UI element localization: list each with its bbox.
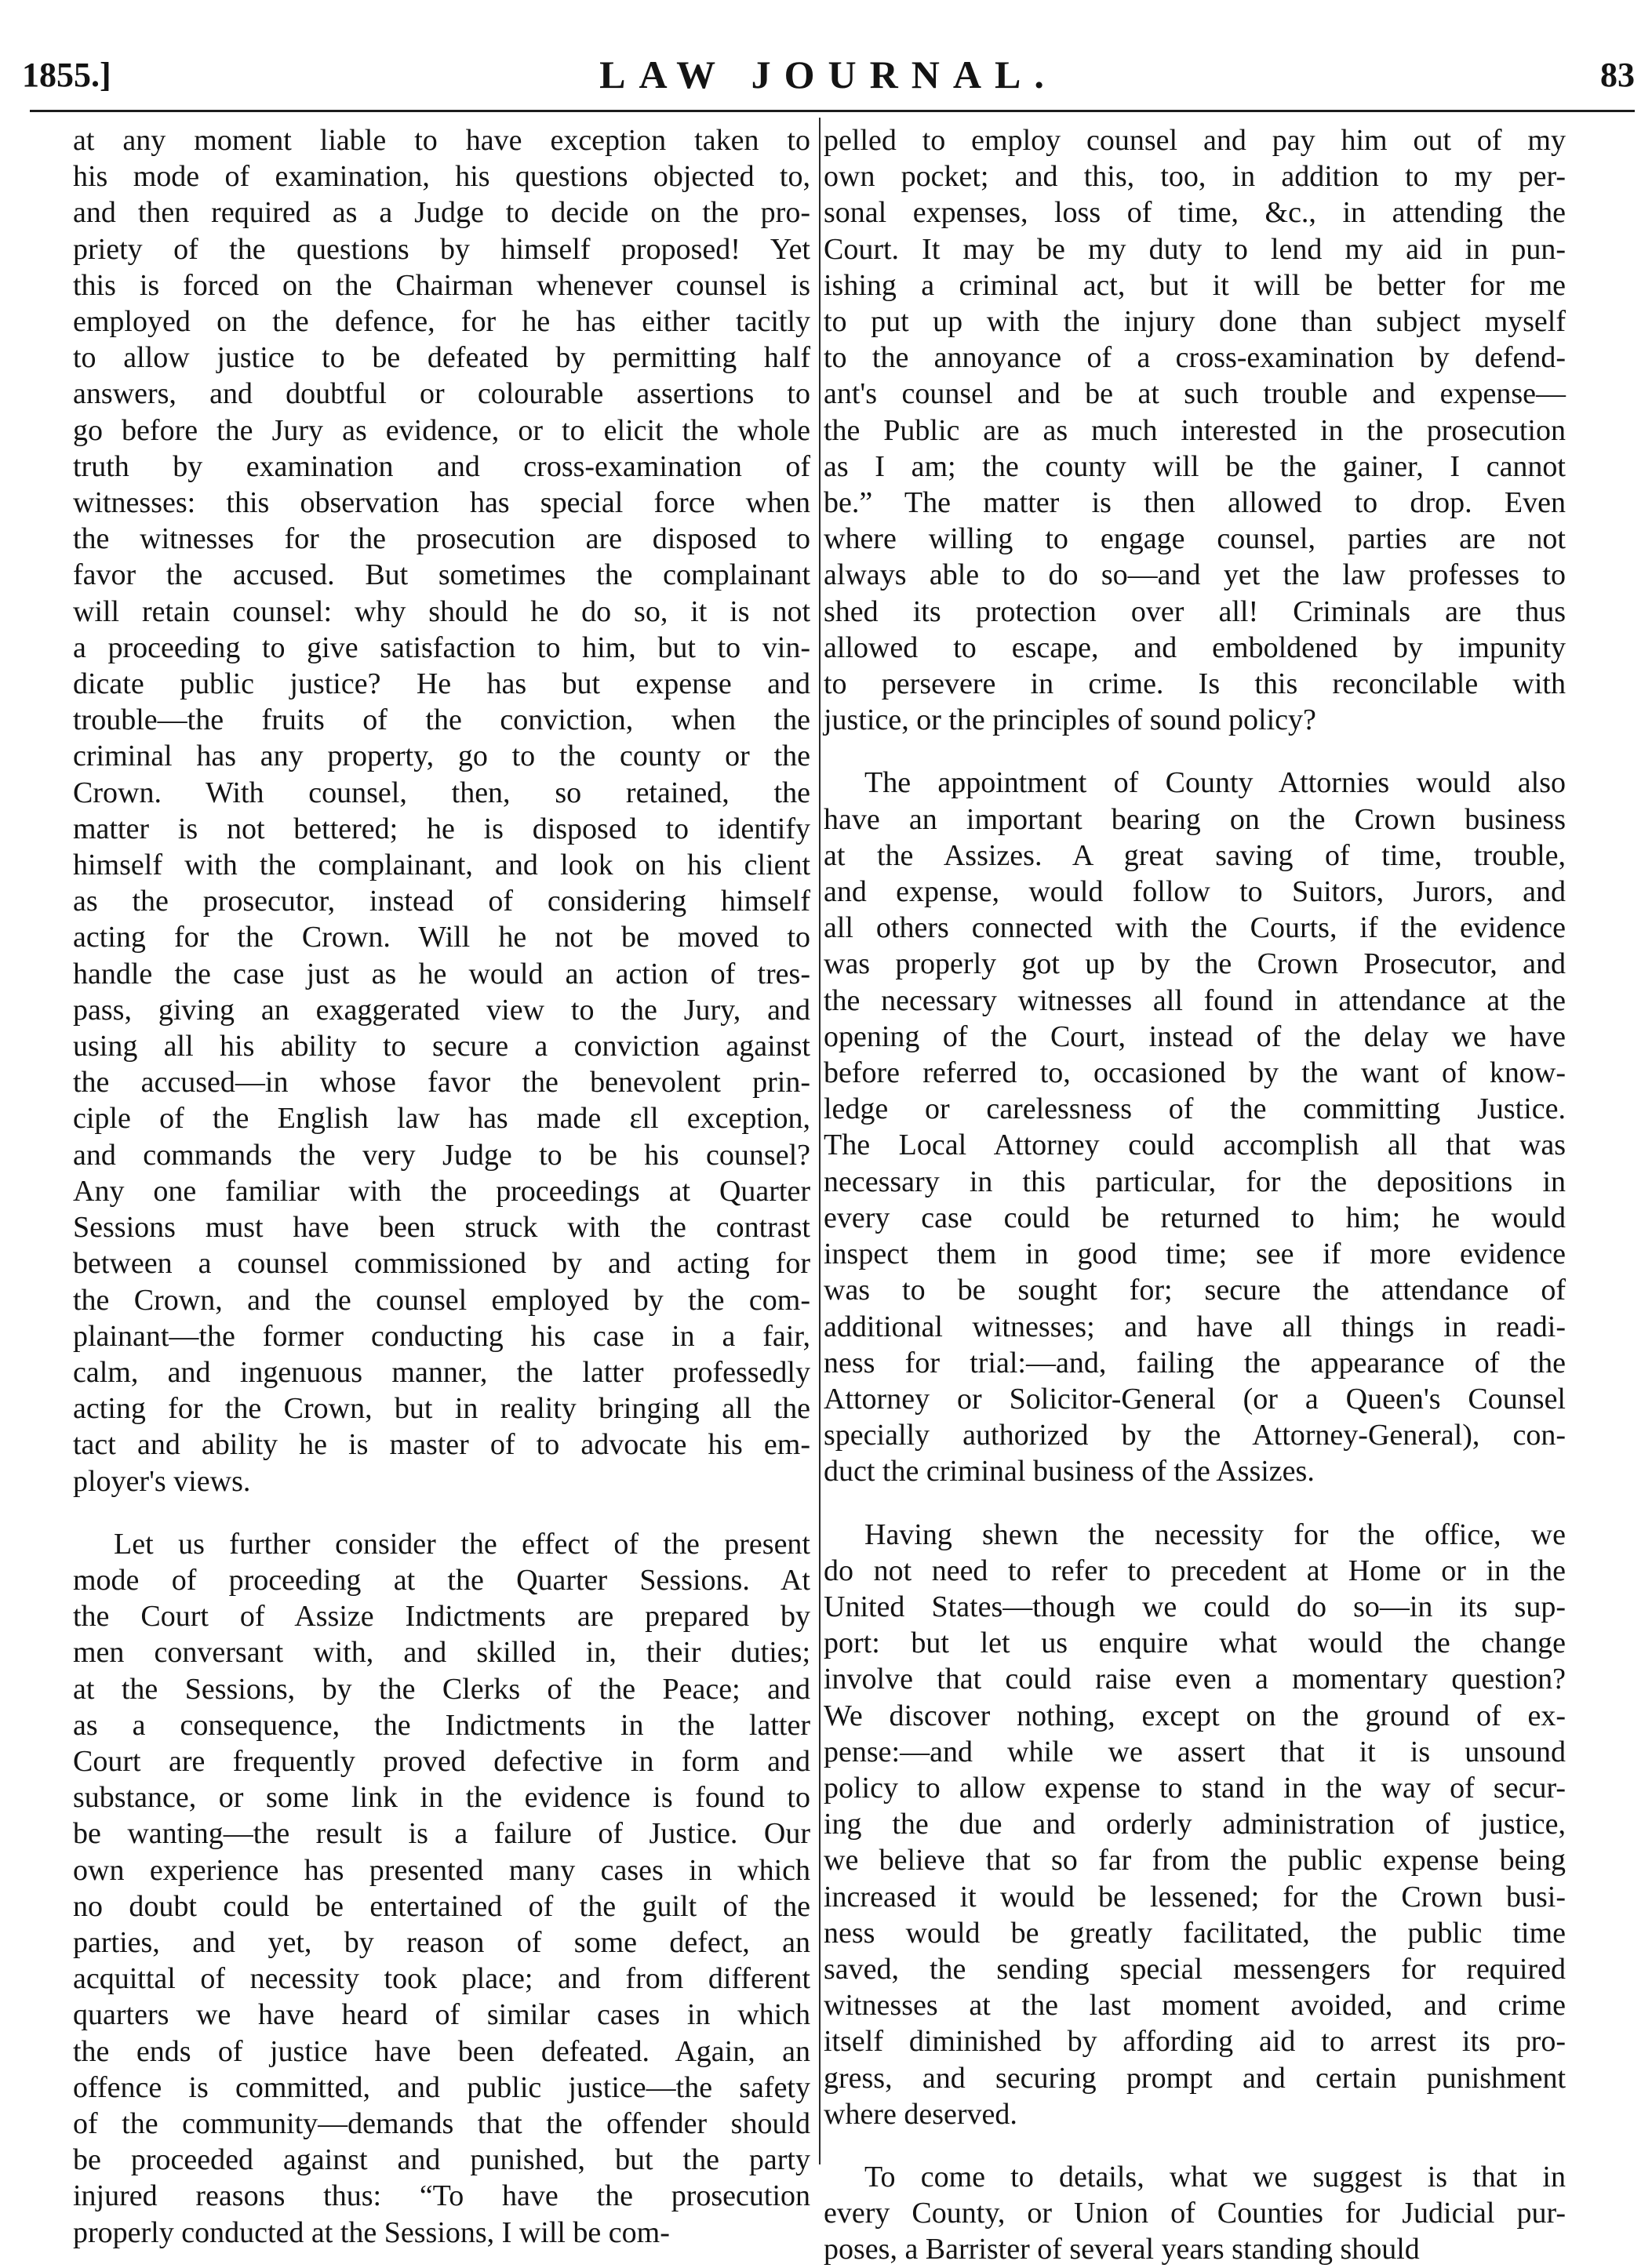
text-line: increased it would be lessened; for the Crown busi- [824, 1880, 1566, 1914]
paragraph-gap [824, 2132, 1566, 2159]
text-line: was properly got up by the Crown Prosecutor, and [824, 947, 1566, 981]
paragraph [824, 122, 1566, 738]
text-line: every case could be returned to him; he would [824, 1201, 1566, 1234]
text-line: Attorney or Solicitor-General (or a Queen's Counsel [824, 1382, 1566, 1416]
text-line: offence is committed, and public justice—the safety [73, 2070, 810, 2104]
text-line: and commands the very Judge to be his counsel? [73, 1138, 810, 1172]
text-line: pelled to employ counsel and pay him out of my [824, 124, 1566, 157]
text-line: dicate public justice? He has but expense and [73, 667, 810, 701]
text-line: ing the due and orderly administration of justice, [824, 1808, 1566, 1841]
text-line: gress, and securing prompt and certain punishment [824, 2061, 1566, 2095]
text-line: do not need to refer to precedent at Home or in the [824, 1554, 1566, 1587]
text-line: acting for the Crown, but in reality bringing all the [73, 1392, 810, 1426]
text-line: at the Sessions, by the Clerks of the Peace; and [73, 1672, 810, 1706]
text-line: his mode of examination, his questions objected to, [73, 160, 810, 194]
text-line: as the prosecutor, instead of considering himself [73, 885, 810, 918]
page-number: 83 [1600, 56, 1635, 94]
text-line: poses, a Barrister of several years standing should [824, 2233, 1420, 2266]
text-line: plainant—the former conducting his case in a fair, [73, 1319, 810, 1353]
text-line: as a consequence, the Indictments in the latter [73, 1708, 810, 1742]
text-line: where deserved. [824, 2097, 1017, 2131]
text-line: himself with the complainant, and look on his client [73, 849, 810, 882]
text-line: handle the case just as he would an action of tres- [73, 957, 810, 990]
text-line: priety of the questions by himself proposed! Yet [73, 232, 810, 266]
text-line: where willing to engage counsel, parties are not [824, 522, 1566, 556]
text-line: witnesses: this observation has special force when [73, 486, 810, 520]
text-line: a proceeding to give satisfaction to him, but to vin- [73, 631, 810, 664]
text-line: favor the accused. But sometimes the complainant [73, 558, 810, 592]
text-line: pass, giving an exaggerated view to the Jury, and [73, 993, 810, 1027]
text-line: using all his ability to secure a conviction against [73, 1030, 810, 1063]
text-line: Court are frequently proved defective in form and [73, 1744, 810, 1778]
text-line: specially authorized by the Attorney-General), con- [824, 1419, 1566, 1452]
text-line: saved, the sending special messengers for required [824, 1952, 1566, 1986]
paragraph [824, 765, 1566, 1489]
right-column [824, 122, 1566, 2268]
text-line: shed its protection over all! Criminals are thus [824, 594, 1566, 628]
text-line: injured reasons thus: “To have the prosecution [73, 2179, 810, 2213]
text-line: this is forced on the Chairman whenever counsel is [73, 268, 810, 302]
text-line: tact and ability he is master of to advocate his em- [73, 1428, 810, 1462]
text-line: employed on the defence, for he has either tacitly [73, 305, 810, 339]
text-line: the Public are as much interested in the prosecution [824, 413, 1566, 447]
text-line: calm, and ingenuous manner, the latter professedly [73, 1355, 810, 1389]
running-head [22, 52, 1635, 107]
paragraph-gap [824, 1490, 1566, 1517]
text-line: own pocket; and this, too, in addition to my per- [824, 160, 1566, 194]
text-line: to put up with the injury done than subject myself [824, 305, 1566, 339]
text-line: Having shewn the necessity for the office, we [864, 1517, 1566, 1551]
text-line: the witnesses for the prosecution are disposed to [73, 522, 810, 556]
text-line: and expense, would follow to Suitors, Jurors, and [824, 875, 1566, 909]
paragraph [824, 2159, 1566, 2268]
text-line: pense:—and while we assert that it is unsound [824, 1735, 1566, 1768]
text-line: the accused—in whose favor the benevolent prin- [73, 1066, 810, 1099]
text-line: The Local Attorney could accomplish all that was [824, 1129, 1566, 1162]
text-line: necessary in this particular, for the depositions in [824, 1165, 1566, 1198]
text-line: go before the Jury as evidence, or to elicit the whole [73, 413, 810, 447]
text-line: mode of proceeding at the Quarter Sessions. At [73, 1563, 810, 1597]
text-line: all others connected with the Courts, if the evidence [824, 911, 1566, 945]
text-line: and then required as a Judge to decide on the pro- [73, 196, 810, 230]
text-line: ness for trial:—and, failing the appearance of the [824, 1346, 1566, 1379]
text-line: itself diminished by affording aid to arrest its pro- [824, 2025, 1566, 2059]
text-line: witnesses at the last moment avoided, and crime [824, 1989, 1566, 2023]
text-line: We discover nothing, except on the ground of ex- [824, 1699, 1566, 1732]
running-head-year: 1855.] [22, 56, 111, 94]
paragraph [824, 1517, 1566, 2132]
text-line: justice, or the principles of sound policy? [824, 703, 1316, 737]
text-line: opening of the Court, instead of the delay we have [824, 1020, 1566, 1053]
text-line: additional witnesses; and have all things in readi- [824, 1310, 1566, 1343]
text-line: To come to details, what we suggest is that in [864, 2160, 1566, 2193]
text-line: sonal expenses, loss of time, &c., in attending the [824, 196, 1566, 230]
text-line: duct the criminal business of the Assizes. [824, 1455, 1315, 1488]
text-line: Sessions must have been struck with the contrast [73, 1211, 810, 1245]
text-line: to the annoyance of a cross-examination by defend- [824, 341, 1566, 375]
text-line: Crown. With counsel, then, so retained, the [73, 776, 810, 809]
text-line: be proceeded against and punished, but the party [73, 2143, 810, 2177]
text-line: the necessary witnesses all found in attendance at the [824, 983, 1566, 1017]
text-line: between a counsel commissioned by and acting for [73, 1247, 810, 1281]
text-line: answers, and doubtful or colourable assertions to [73, 377, 810, 411]
paragraph [73, 122, 810, 1499]
text-line: ployer's views. [73, 1464, 251, 1498]
text-line: truth by examination and cross-examination of [73, 449, 810, 483]
text-line: parties, and yet, by reason of some defect, an [73, 1925, 810, 1959]
text-line: at any moment liable to have exception taken to [73, 124, 810, 157]
text-line: ledge or carelessness of the committing Justice. [824, 1092, 1566, 1126]
text-line: the Crown, and the counsel employed by the com- [73, 1283, 810, 1317]
text-line: Let us further consider the effect of the present [114, 1527, 810, 1561]
text-line: ant's counsel and be at such trouble and expense— [824, 377, 1566, 411]
text-line: of the community—demands that the offender should [73, 2106, 810, 2140]
paragraph-gap [824, 738, 1566, 765]
text-line: as I am; the county will be the gainer, I cannot [824, 449, 1566, 483]
text-line: to persevere in crime. Is this reconcilable with [824, 667, 1566, 701]
header-rule [30, 110, 1635, 112]
text-line: Court. It may be my duty to lend my aid in pun- [824, 232, 1566, 266]
text-line: involve that could raise even a momentary question? [824, 1663, 1566, 1696]
paragraph-gap [73, 1499, 810, 1526]
text-line: acquittal of necessity took place; and from different [73, 1962, 810, 1996]
text-line: be.” The matter is then allowed to drop. Even [824, 486, 1566, 520]
text-line: inspect them in good time; see if more evidence [824, 1238, 1566, 1271]
paragraph [73, 1526, 810, 2251]
text-line: properly conducted at the Sessions, I will be com- [73, 2215, 670, 2249]
text-line: The appointment of County Attornies would also [864, 766, 1566, 800]
text-line: Any one familiar with the proceedings at Quarter [73, 1174, 810, 1208]
text-line: matter is not bettered; he is disposed to identify [73, 812, 810, 845]
text-line: allowed to escape, and emboldened by impunity [824, 631, 1566, 664]
text-line: the ends of justice have been defeated. Again, an [73, 2034, 810, 2068]
text-line: the Court of Assize Indictments are prepared by [73, 1600, 810, 1634]
left-column [73, 122, 810, 2251]
text-line: to allow justice to be defeated by permitting half [73, 341, 810, 375]
column-divider [819, 118, 821, 2164]
text-line: have an important bearing on the Crown business [824, 802, 1566, 836]
text-line: criminal has any property, go to the county or the [73, 740, 810, 773]
running-head-title: LAW JOURNAL. [599, 53, 1057, 96]
text-line: ciple of the English law has made ɛll exception, [73, 1102, 810, 1136]
text-line: was to be sought for; secure the attendance of [824, 1274, 1566, 1307]
text-line: acting for the Crown. Will he not be moved to [73, 921, 810, 954]
text-line: trouble—the fruits of the conviction, when the [73, 703, 810, 737]
text-line: at the Assizes. A great saving of time, trouble, [824, 838, 1566, 872]
text-line: policy to allow expense to stand in the way of secur- [824, 1771, 1566, 1805]
text-line: always able to do so—and yet the law professes to [824, 558, 1566, 592]
text-line: men conversant with, and skilled in, their duties; [73, 1636, 810, 1670]
text-line: port: but let us enquire what would the change [824, 1626, 1566, 1660]
text-line: be wanting—the result is a failure of Justice. Our [73, 1817, 810, 1851]
text-line: ness would be greatly facilitated, the public time [824, 1916, 1566, 1950]
text-line: will retain counsel: why should he do so, it is not [73, 594, 810, 628]
text-line: own experience has presented many cases in which [73, 1853, 810, 1887]
text-line: United States—though we could do so—in its sup- [824, 1590, 1566, 1623]
text-line: no doubt could be entertained of the guilt of the [73, 1889, 810, 1923]
text-line: we believe that so far from the public expense being [824, 1844, 1566, 1877]
text-line: before referred to, occasioned by the want of know- [824, 1056, 1566, 1090]
text-line: ishing a criminal act, but it will be better for me [824, 268, 1566, 302]
text-line: every County, or Union of Counties for Judicial pur- [824, 2197, 1566, 2230]
text-line: substance, or some link in the evidence is found to [73, 1781, 810, 1815]
text-line: quarters we have heard of similar cases in which [73, 1998, 810, 2032]
